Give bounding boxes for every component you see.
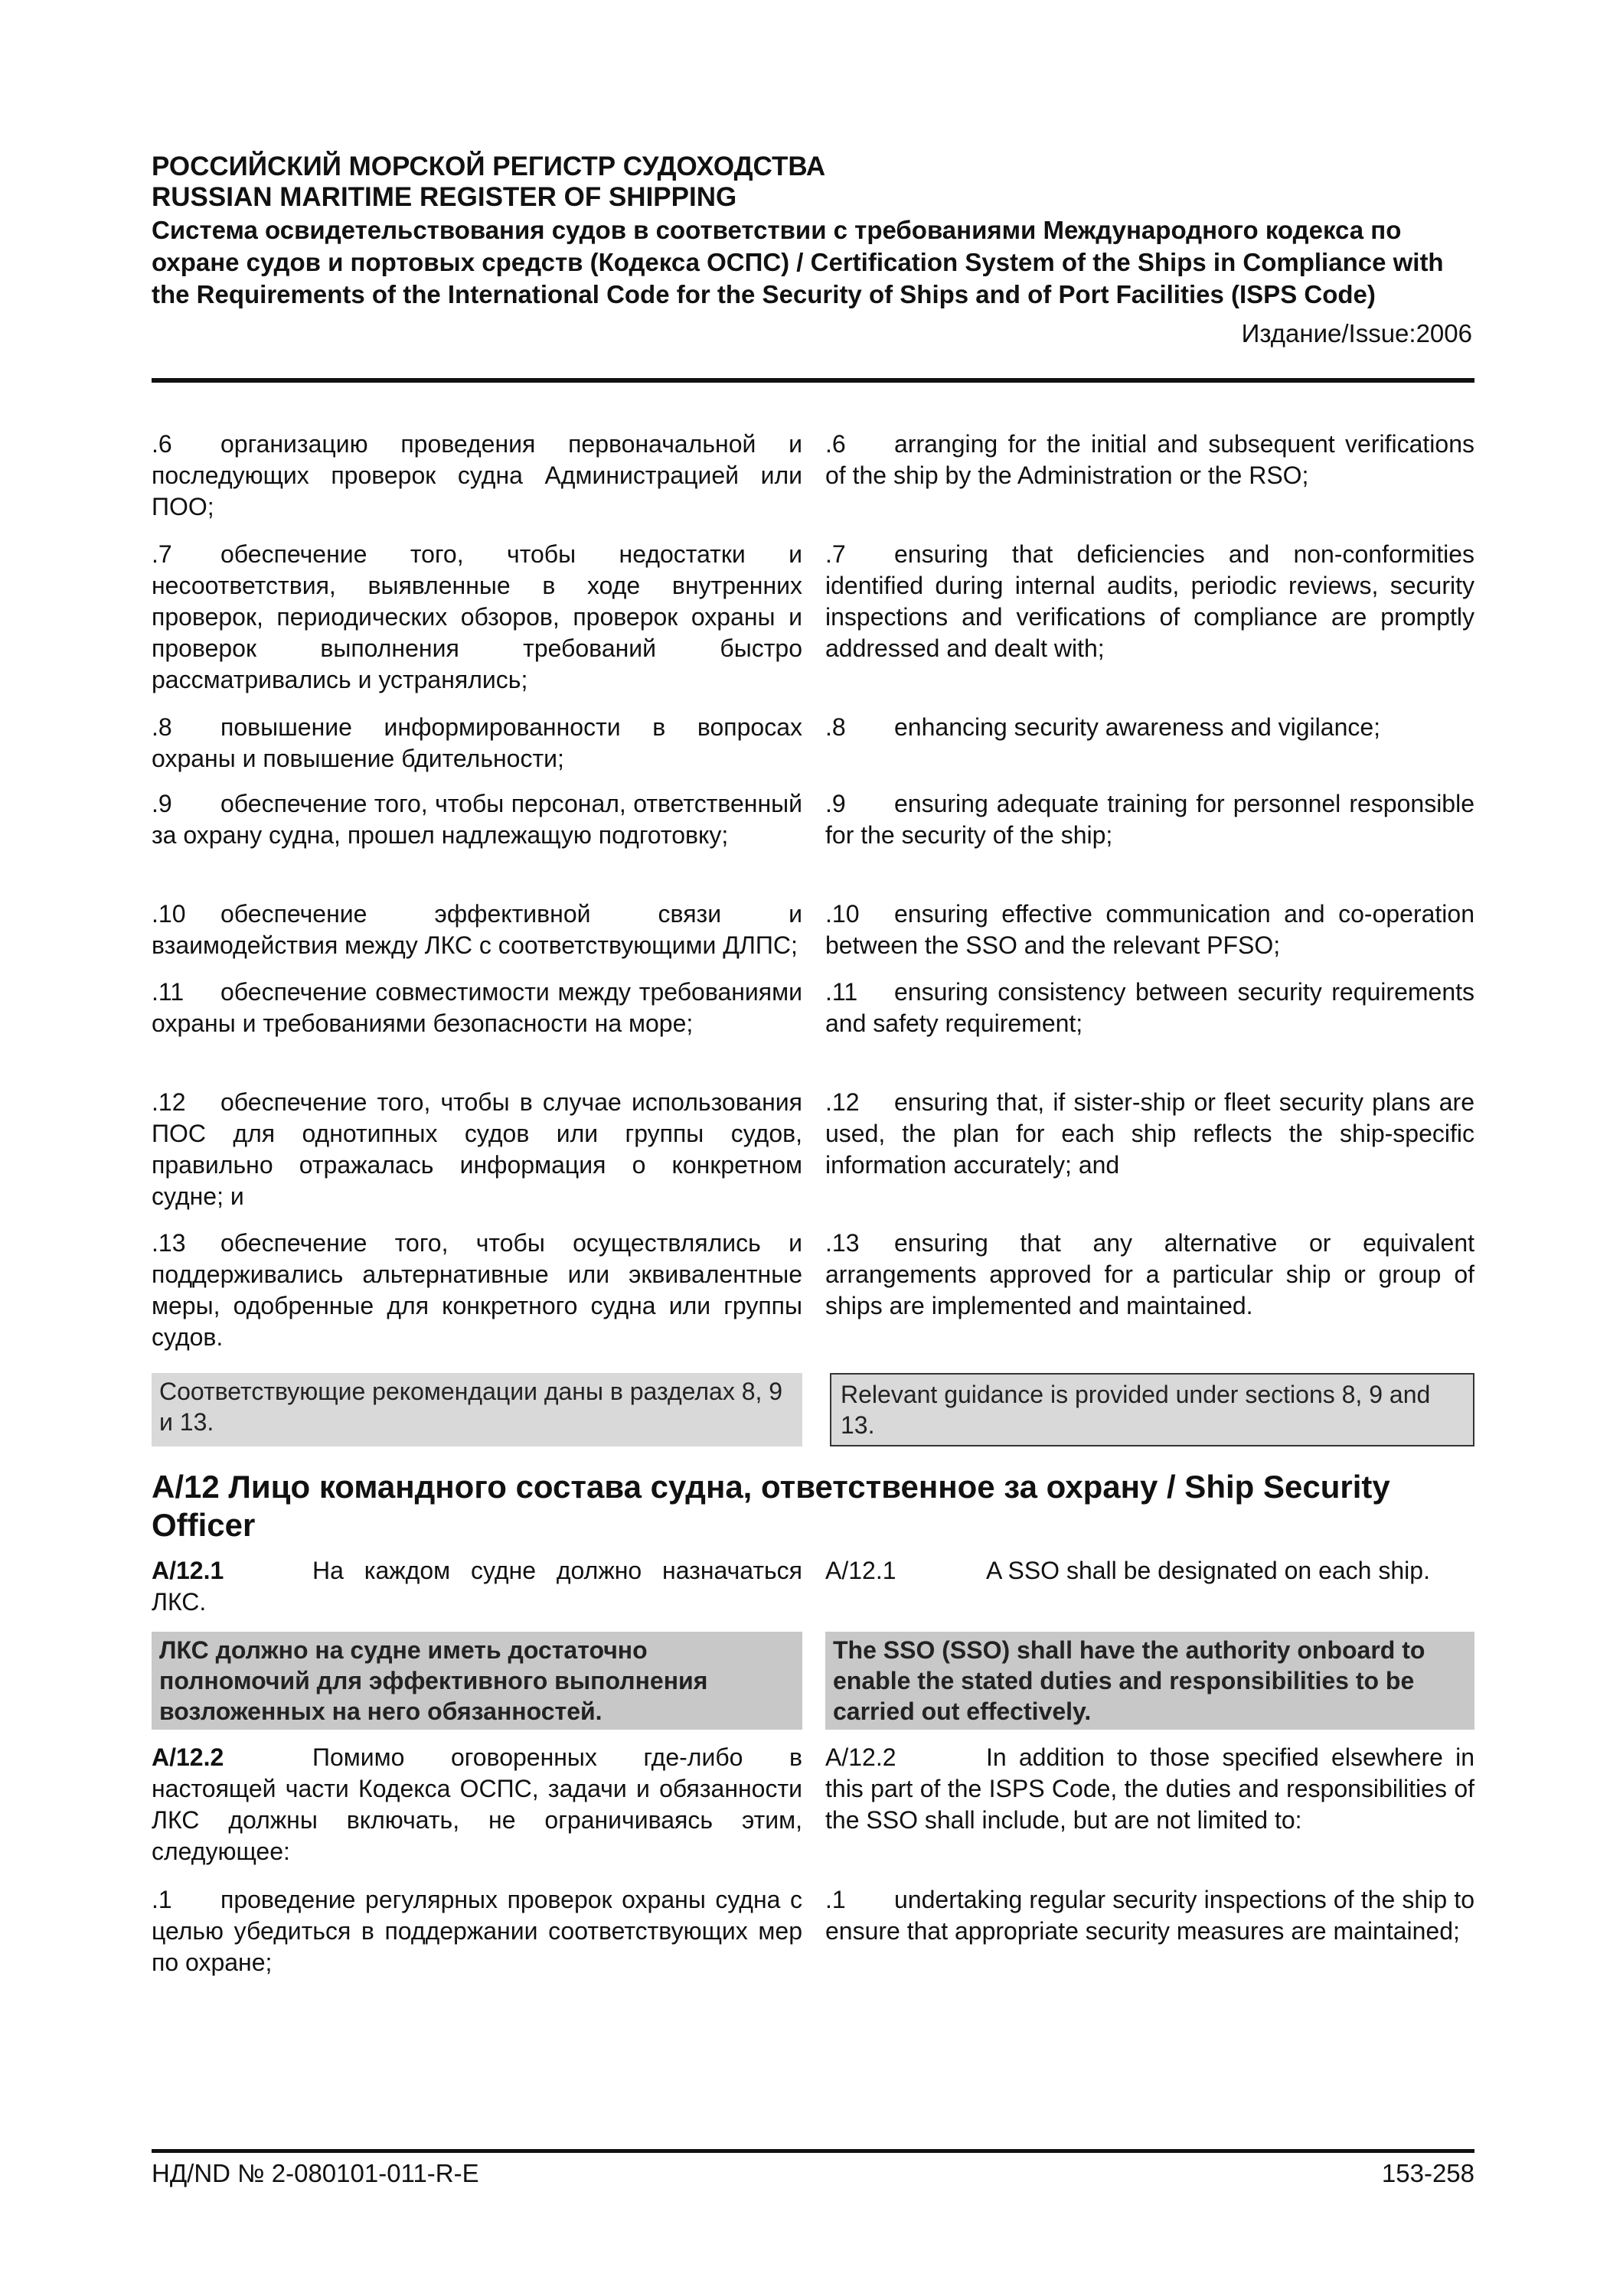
page-footer [152, 2158, 1474, 2189]
item-ru: .8 повышение информированности в вопросах охраны и повышение бдительности; [152, 713, 802, 772]
list-item [152, 712, 1474, 775]
item-en: .13 ensuring that any alternative or equivalent arrangements approved for a particular ship or group of ships are implemented and maintained. [825, 1229, 1474, 1319]
item-en: .11 ensuring consistency between security requirements and safety requirement; [825, 978, 1474, 1037]
clause-ru: А/12.2 Помимо оговоренных где-либо в настоящей части Кодекса ОСПС, задачи и обязанности ЛКС должны включать, не ограничиваясь этим, следующее: [152, 1743, 802, 1865]
document-header [152, 152, 1472, 349]
org-name-ru: РОССИЙСКИЙ МОРСКОЙ РЕГИСТР СУДОХОДСТВА [152, 152, 826, 181]
clause-a12-2 [152, 1742, 1474, 1867]
list-item [152, 977, 1474, 1039]
item-ru: .13 обеспечение того, чтобы осуществлялись и поддерживались альтернативные или эквивалентные меры, одобренные для конкретного судна или группы судов. [152, 1229, 802, 1351]
list-item [152, 1884, 1474, 1978]
section-title: А/12 Лицо командного состава судна, ответственное за охрану / Ship Security Officer [152, 1469, 1390, 1543]
authority-ru: ЛКС должно на судне иметь достаточно полномочий для эффективного выполнения возложенных на него обязанностей. [152, 1632, 802, 1730]
document-number: НД/ND № 2-080101-011-R-E [152, 2159, 479, 2187]
list-item [152, 1228, 1474, 1353]
clause-ru: А/12.1 На каждом судне должно назначаться ЛКС. [152, 1557, 802, 1616]
list-item [152, 899, 1474, 961]
clause-en: A/12.2 In addition to those specified elsewhere in this part of the ISPS Code, the duties and responsibilities of the SSO shall include, but are not limited to: [825, 1743, 1474, 1834]
guidance-en: Relevant guidance is provided under sections 8, 9 and 13. [830, 1373, 1474, 1446]
issue-label: Издание/Issue:2006 [1241, 319, 1472, 347]
authority-row [152, 1632, 1474, 1730]
list-item [152, 788, 1474, 851]
item-ru: .7 обеспечение того, чтобы недостатки и несоответствия, выявленные в ходе внутренних проверок, периодических обзоров, проверок охраны и проверок выполнения требований быстро рассматривались и устранялись; [152, 540, 802, 693]
page-number: 153-258 [1381, 2159, 1474, 2187]
system-title: Система освидетельствования судов в соответствии с требованиями Международного кодекса по охране судов и портовых средств (Кодекса ОСПС) / Certification System of the Ships in Compliance with the Requirements of the International Code for the Security of Ships and of Port Facilities (ISPS Code) [152, 216, 1444, 308]
item-en: .8 enhancing security awareness and vigilance; [825, 713, 1381, 741]
item-en: .1 undertaking regular security inspections of the ship to ensure that appropriate security measures are maintained; [825, 1886, 1474, 1945]
guidance-row [152, 1373, 1474, 1446]
item-en: .12 ensuring that, if sister-ship or fleet security plans are used, the plan for each ship reflects the ship-specific information accurately; and [825, 1088, 1474, 1179]
header-divider [152, 378, 1474, 383]
org-name-en: RUSSIAN MARITIME REGISTER OF SHIPPING [152, 182, 737, 212]
clause-en: A/12.1 A SSO shall be designated on each ship. [825, 1557, 1430, 1584]
item-ru: .1 проведение регулярных проверок охраны судна с целью убедиться в поддержании соответствующих мер по охране; [152, 1886, 802, 1976]
item-ru: .9 обеспечение того, чтобы персонал, ответственный за охрану судна, прошел надлежащую подготовку; [152, 790, 802, 849]
clause-a12-1 [152, 1555, 1474, 1618]
item-ru: .10 обеспечение эффективной связи и взаимодействия между ЛКС с соответствующими ДЛПС; [152, 900, 802, 959]
item-en: .6 arranging for the initial and subsequent verifications of the ship by the Administration or the RSO; [825, 430, 1474, 489]
footer-divider [152, 2149, 1474, 2153]
item-en: .10 ensuring effective communication and co-operation between the SSO and the relevant PFSO; [825, 900, 1474, 959]
authority-en: The SSO (SSO) shall have the authority onboard to enable the stated duties and responsibilities to be carried out effectively. [825, 1632, 1474, 1730]
list-item [152, 539, 1474, 696]
item-ru: .6 организацию проведения первоначальной и последующих проверок судна Администрацией или ПОО; [152, 430, 802, 520]
item-en: .9 ensuring adequate training for personnel responsible for the security of the ship; [825, 790, 1474, 849]
list-item [152, 1087, 1474, 1212]
list-item [152, 429, 1474, 523]
item-ru: .12 обеспечение того, чтобы в случае использования ПОС для однотипных судов или группы судов, правильно отражалась информация о конкретном судне; и [152, 1088, 802, 1210]
item-en: .7 ensuring that deficiencies and non-conformities identified during internal audits, periodic reviews, security inspections and verifications of compliance are promptly addressed and dealt with; [825, 540, 1474, 662]
item-ru: .11 обеспечение совместимости между требованиями охраны и требованиями безопасности на море; [152, 978, 802, 1037]
guidance-ru: Соответствующие рекомендации даны в разделах 8, 9 и 13. [152, 1373, 802, 1446]
